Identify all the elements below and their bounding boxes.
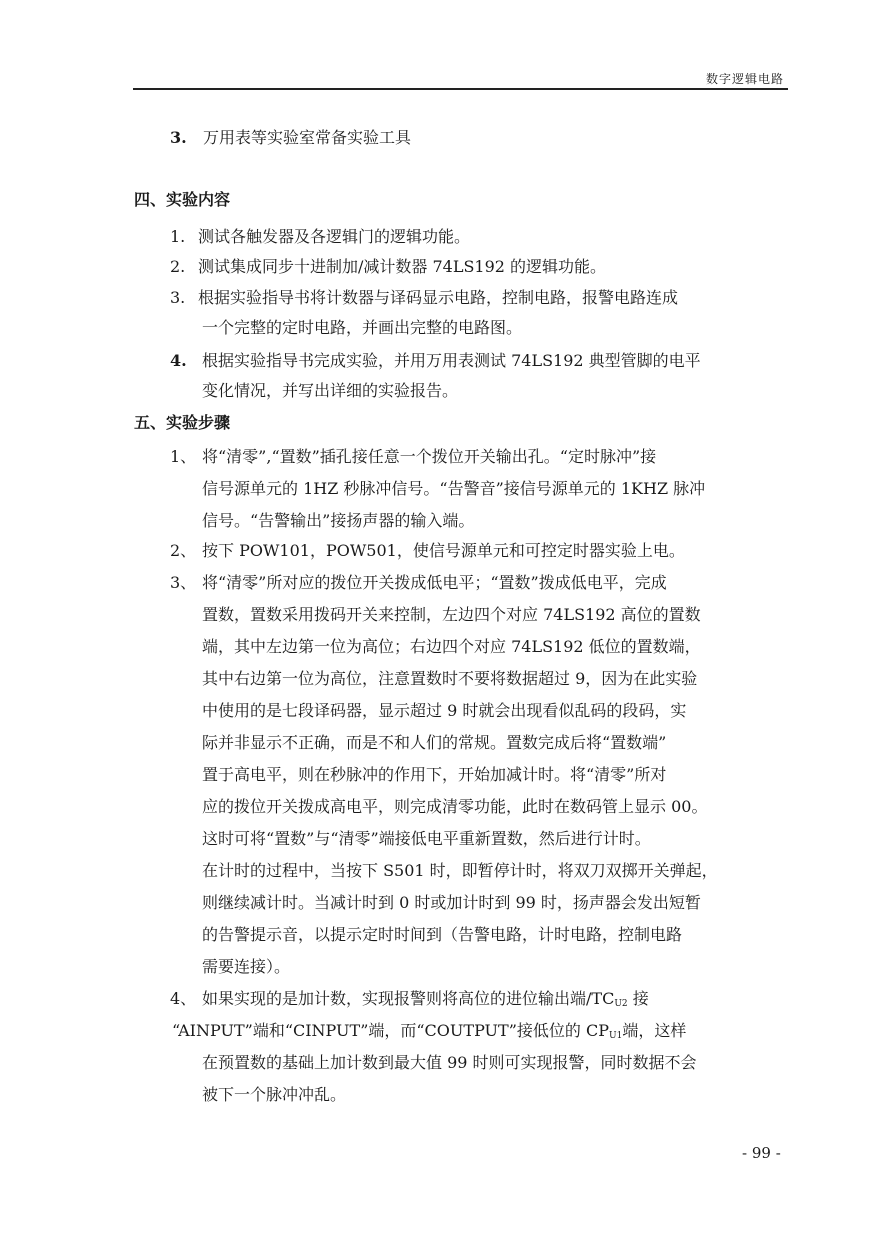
s4-item4-number: 4. [170,351,187,370]
s5-step4-line2-text: “AINPUT”端和“CINPUT”端，而“COUTPUT”接低位的 CP [172,1021,609,1040]
s5-step3-line9: 这时可将“置数”与“清零”端接低电平重新置数，然后进行计时。 [202,829,651,848]
s4-item3-line2: 一个完整的定时电路，并画出完整的电路图。 [202,318,523,337]
s5-step3-line3: 端，其中左边第一位为高位；右边四个对应 74LS192 低位的置数端， [202,637,701,656]
s5-step1-line2: 信号源单元的 1HZ 秒脉冲信号。“告警音”接信号源单元的 1KHZ 脉冲 [202,479,706,498]
s4-item3-line1: 根据实验指导书将计数器与译码显示电路，控制电路，报警电路连成 [198,288,679,307]
s5-step3-line6: 际并非显示不正确，而是不和人们的常规。置数完成后将“置数端” [202,733,667,752]
s5-step1-number: 1、 [170,447,197,466]
s5-step3-line1: 将“清零”所对应的拨位开关拨成低电平；“置数”拨成低电平，完成 [202,573,667,592]
s5-step3-line5: 中使用的是七段译码器，显示超过 9 时就会出现看似乱码的段码，实 [202,701,687,720]
page-number: - 99 - [742,1144,781,1162]
s5-step3-line7: 置于高电平，则在秒脉冲的作用下，开始加减计时。将“清零”所对 [202,765,667,784]
s5-step4-line1 [202,989,649,1014]
s5-step4-line4: 被下一个脉冲冲乱。 [202,1085,347,1104]
s4-item1-number: 1. [170,227,186,246]
s5-step3-line8: 应的拨位开关拨成高电平，则完成清零功能，此时在数码管上显示 00。 [202,797,708,816]
s5-step2-line1: 按下 POW101，POW501，使信号源单元和可控定时器实验上电。 [202,541,685,560]
s5-step3-line10: 在计时的过程中，当按下 S501 时，即暂停计时，将双刀双掷开关弹起， [202,861,718,880]
s5-step3-line11: 则继续减计时。当减计时到 0 时或加计时到 99 时，扬声器会发出短暂 [202,893,701,912]
header-title: 数字逻辑电路 [705,72,784,86]
s5-step1-line1: 将“清零”,“置数”插孔接任意一个拨位开关输出孔。“定时脉冲”接 [202,447,657,466]
s5-step1-line3: 信号。“告警输出”接扬声器的输入端。 [202,511,475,530]
item3-text: 万用表等实验室常备实验工具 [203,128,412,147]
s4-item1-text: 测试各触发器及各逻辑门的逻辑功能。 [198,227,471,246]
s5-step3-line12: 的告警提示音，以提示定时时间到（告警电路，计时电路，控制电路 [202,925,683,944]
s5-step4-line3: 在预置数的基础上加计数到最大值 99 时则可实现报警，同时数据不会 [202,1053,697,1072]
s4-item4-line1: 根据实验指导书完成实验，并用万用表测试 74LS192 典型管脚的电平 [202,351,701,370]
s5-step3-line2: 置数，置数采用拨码开关来控制，左边四个对应 74LS192 高位的置数 [202,605,701,624]
s4-item4-line2: 变化情况，并写出详细的实验报告。 [202,381,459,400]
page-header [133,68,788,90]
s5-step3-line13: 需要连接）。 [202,957,291,976]
s4-item2-text: 测试集成同步十进制加/减计数器 74LS192 的逻辑功能。 [198,257,607,276]
s5-step4-line1-tail: 接 [627,989,649,1008]
s4-item2-number: 2. [170,257,186,276]
s5-step4-line2-tail: 端，这样 [622,1021,687,1040]
s5-step4-line1-sub: U2 [614,999,628,1009]
s5-step4-line2-sub: U1 [609,1031,623,1041]
section5-heading: 五、实验步骤 [134,413,231,432]
s5-step4-line1-text: 如果实现的是加计数，实现报警则将高位的进位输出端/TC [202,989,615,1008]
section4-heading: 四、实验内容 [134,190,231,209]
item3-number: 3. [170,128,187,147]
s5-step4-number: 4、 [170,989,197,1008]
s5-step2-number: 2、 [170,541,197,560]
s5-step3-number: 3、 [170,573,197,592]
s5-step4-line2 [172,1021,686,1046]
s5-step3-line4: 其中右边第一位为高位，注意置数时不要将数据超过 9，因为在此实验 [202,669,698,688]
s4-item3-number: 3. [170,288,186,307]
